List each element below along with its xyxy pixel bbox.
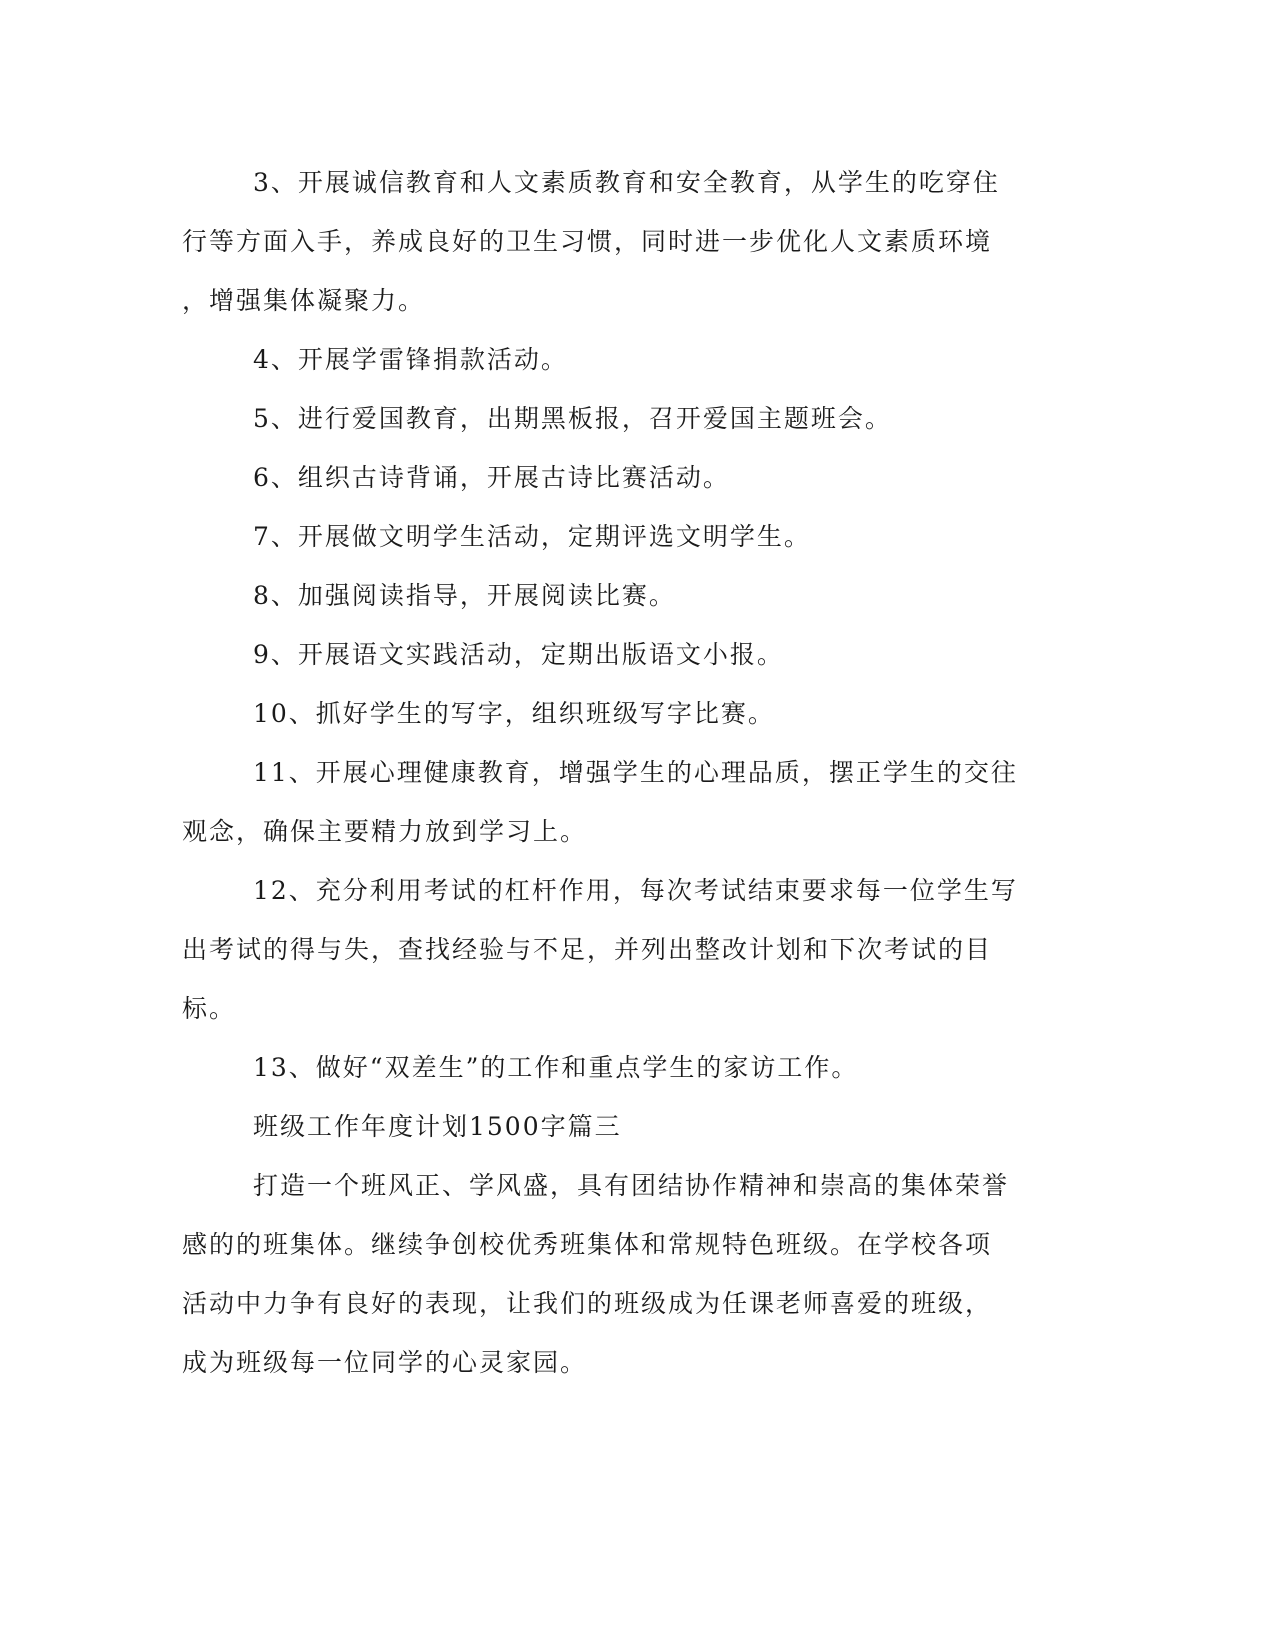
paragraph-line-3: 活动中力争有良好的表现，让我们的班级成为任课老师喜爱的班级，: [182, 1289, 993, 1318]
paragraph-line-2: 感的的班集体。继续争创校优秀班集体和常规特色班级。在学校各项: [182, 1230, 993, 1259]
item-3-line-1: 3、开展诚信教育和人文素质教育和安全教育，从学生的吃穿住: [253, 168, 1000, 197]
item-11-line-2: 观念，确保主要精力放到学习上。: [182, 817, 588, 846]
item-3-line-2: 行等方面入手，养成良好的卫生习惯，同时进一步优化人文素质环境: [182, 227, 993, 256]
section-heading: 班级工作年度计划1500字篇三: [253, 1112, 622, 1141]
item-11-line-1: 11、开展心理健康教育，增强学生的心理品质，摆正学生的交往: [253, 758, 1018, 787]
item-12-line-3: 标。: [182, 994, 237, 1023]
document-body: [182, 160, 1062, 1399]
item-12-line-2: 出考试的得与失，查找经验与不足，并列出整改计划和下次考试的目: [182, 935, 993, 964]
item-3-line-3: ，增强集体凝聚力。: [182, 286, 426, 315]
item-7: 7、开展做文明学生活动，定期评选文明学生。: [253, 522, 811, 551]
item-5: 5、进行爱国教育，出期黑板报，召开爱国主题班会。: [253, 404, 892, 433]
item-9: 9、开展语文实践活动，定期出版语文小报。: [253, 640, 784, 669]
item-10: 10、抓好学生的写字，组织班级写字比赛。: [253, 699, 775, 728]
paragraph-line-4: 成为班级每一位同学的心灵家园。: [182, 1348, 588, 1377]
item-12-line-1: 12、充分利用考试的杠杆作用，每次考试结束要求每一位学生写: [253, 876, 1018, 905]
item-6: 6、组织古诗背诵，开展古诗比赛活动。: [253, 463, 730, 492]
item-8: 8、加强阅读指导，开展阅读比赛。: [253, 581, 676, 610]
item-4: 4、开展学雷锋捐款活动。: [253, 345, 568, 374]
paragraph-line-1: 打造一个班风正、学风盛，具有团结协作精神和崇高的集体荣誉: [253, 1171, 1010, 1200]
item-13: 13、做好“双差生”的工作和重点学生的家访工作。: [253, 1053, 859, 1082]
